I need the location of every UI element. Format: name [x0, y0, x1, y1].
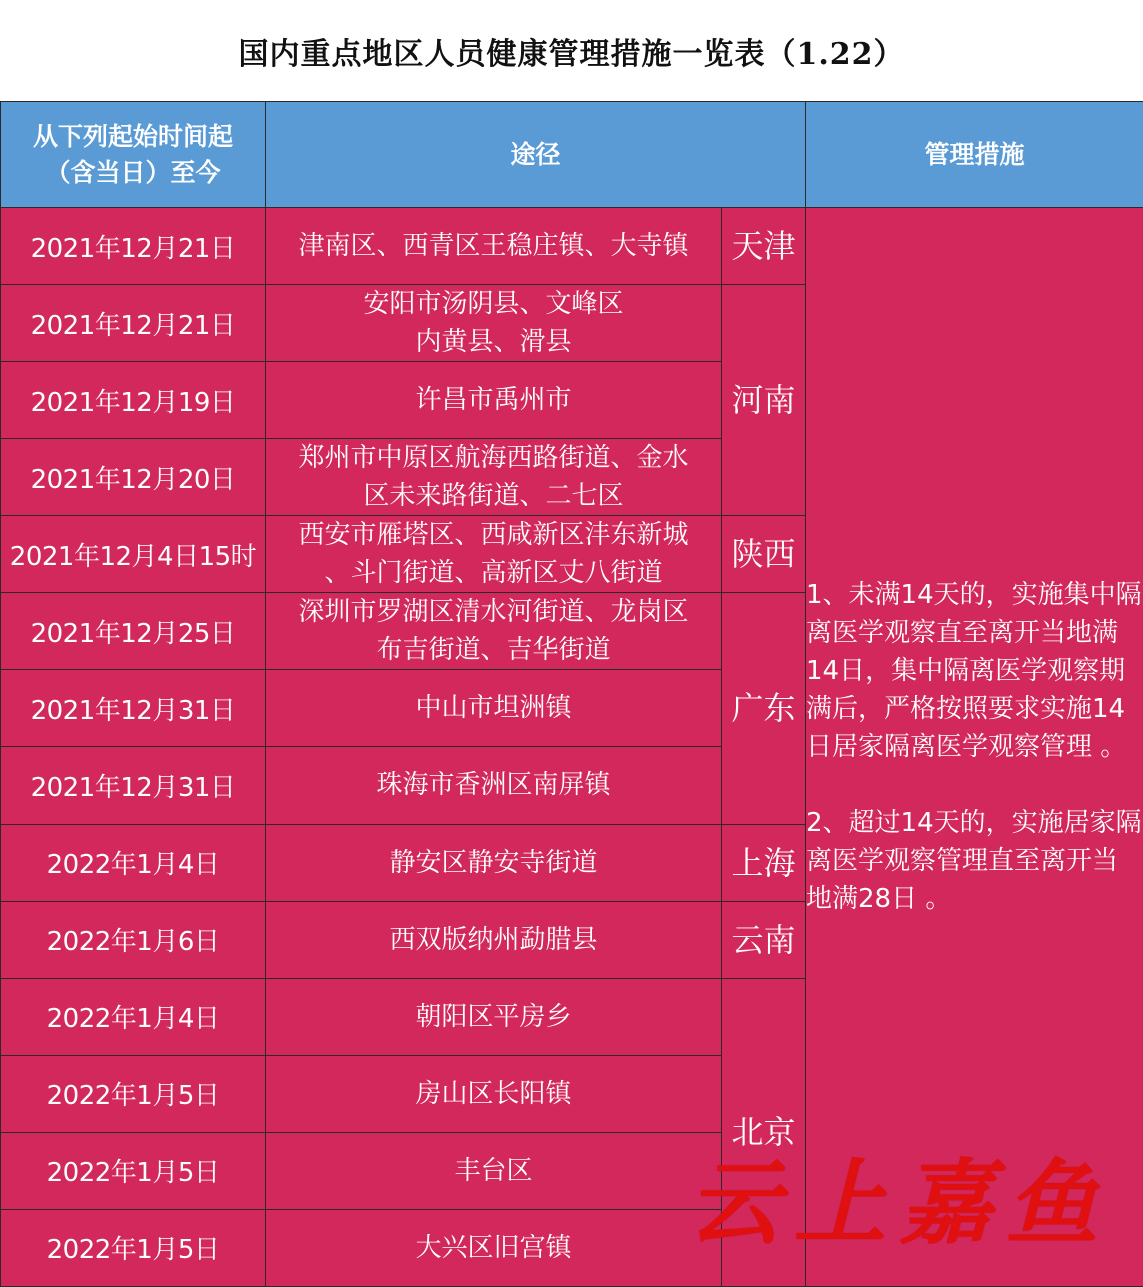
route-cell	[266, 362, 722, 439]
province-shaanxi: 陕西	[722, 516, 806, 593]
route-line: 许昌市禹州市	[415, 385, 572, 416]
date-cell: 2022年1月4日	[1, 978, 266, 1055]
date-cell: 2021年12月4日15时	[1, 516, 266, 593]
route-line: 丰台区	[454, 1155, 533, 1186]
province-henan: 河南	[722, 285, 806, 516]
date-cell: 2022年1月5日	[1, 1209, 266, 1286]
table-row	[1, 208, 1143, 285]
date-cell: 2022年1月6日	[1, 901, 266, 978]
health-measures-table	[0, 101, 1143, 1287]
route-line: 、斗门街道、高新区丈八街道	[324, 558, 663, 589]
route-line: 深圳市罗湖区清水河街道、龙岗区	[298, 597, 689, 628]
route-line: 房山区长阳镇	[415, 1078, 572, 1109]
date-cell: 2021年12月21日	[1, 285, 266, 362]
route-cell	[266, 1055, 722, 1132]
page-title: 国内重点地区人员健康管理措施一览表（1.22）	[0, 0, 1143, 101]
date-cell: 2021年12月31日	[1, 747, 266, 824]
route-line: 内黄县、滑县	[415, 327, 572, 358]
route-line: 珠海市香洲区南屏镇	[376, 770, 611, 801]
date-cell: 2022年1月5日	[1, 1132, 266, 1209]
route-line: 西安市雁塔区、西咸新区沣东新城	[298, 520, 689, 551]
route-cell	[266, 747, 722, 824]
measure-item-1: 1、未满14天的，实施集中隔离医学观察直至离开当地满14日，集中隔离医学观察期满后，严格按照要求实施14日居家隔离医学观察管理 。	[806, 580, 1142, 762]
route-line: 大兴区旧宫镇	[415, 1232, 572, 1263]
route-cell	[266, 824, 722, 901]
header-measures: 管理措施	[806, 102, 1143, 208]
route-cell	[266, 516, 722, 593]
route-line: 静安区静安寺街道	[389, 847, 598, 878]
route-cell	[266, 593, 722, 670]
province-tianjin: 天津	[722, 208, 806, 285]
province-shanghai: 上海	[722, 824, 806, 901]
date-cell: 2022年1月4日	[1, 824, 266, 901]
header-date-line1: 从下列起始时间起	[32, 121, 233, 151]
route-cell	[266, 978, 722, 1055]
route-cell	[266, 1132, 722, 1209]
route-line: 朝阳区平房乡	[415, 1001, 572, 1032]
route-cell	[266, 439, 722, 516]
route-line: 区未来路街道、二七区	[363, 481, 624, 512]
management-measures	[806, 208, 1143, 1287]
route-cell	[266, 285, 722, 362]
date-cell: 2021年12月31日	[1, 670, 266, 747]
date-cell: 2021年12月25日	[1, 593, 266, 670]
header-start-date	[1, 102, 266, 208]
route-cell	[266, 208, 722, 285]
route-line: 西双版纳州勐腊县	[389, 924, 598, 955]
route-cell	[266, 1209, 722, 1286]
measure-item-2: 2、超过14天的，实施居家隔离医学观察管理直至离开当地满28日 。	[806, 808, 1142, 914]
watermark-text: 云上嘉鱼	[688, 1149, 1113, 1257]
province-yunnan: 云南	[722, 901, 806, 978]
header-date-line2: （含当日）至今	[45, 157, 221, 187]
route-line: 布吉街道、吉华街道	[376, 635, 611, 666]
route-line: 郑州市中原区航海西路街道、金水	[298, 443, 689, 474]
date-cell: 2021年12月20日	[1, 439, 266, 516]
header-row	[1, 102, 1143, 208]
header-route: 途径	[266, 102, 806, 208]
province-beijing: 北京	[722, 978, 806, 1286]
date-cell: 2021年12月19日	[1, 362, 266, 439]
route-line: 津南区、西青区王稳庄镇、大寺镇	[298, 231, 689, 262]
province-guangdong: 广东	[722, 593, 806, 824]
route-cell	[266, 901, 722, 978]
date-cell: 2021年12月21日	[1, 208, 266, 285]
route-line: 安阳市汤阴县、文峰区	[363, 289, 624, 320]
date-cell: 2022年1月5日	[1, 1055, 266, 1132]
route-cell	[266, 670, 722, 747]
route-line: 中山市坦洲镇	[415, 693, 572, 724]
